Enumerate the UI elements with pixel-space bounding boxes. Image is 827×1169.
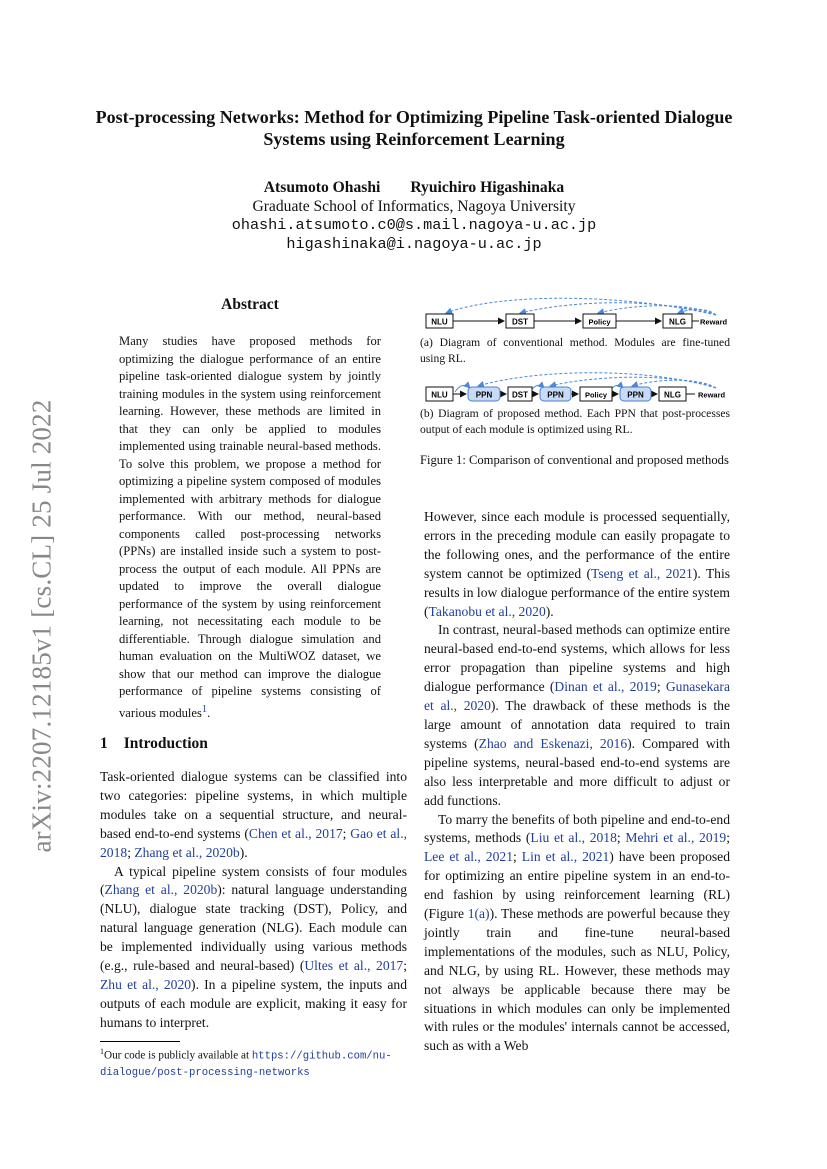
module-label: PPN	[627, 390, 644, 400]
citation-link[interactable]: Tseng et al., 2021	[591, 565, 693, 581]
module-label: DST	[512, 390, 528, 400]
citation-link[interactable]: Gunasekara et al., 2020	[424, 679, 730, 714]
module-label: DST	[512, 317, 528, 327]
module-label: NLU	[431, 317, 448, 327]
paper-title: Post-processing Networks: Method for Optimizing Pipeline Task-oriented Dialogue Systems using Reinforcement Learning	[95, 107, 733, 149]
right-column-body	[424, 508, 730, 1056]
footnote-divider	[100, 1041, 180, 1042]
module-label: NLU	[431, 390, 448, 400]
citation-link[interactable]: Mehri et al., 2019	[625, 830, 727, 846]
figure-caption: Figure 1: Comparison of conventional and proposed methods	[420, 453, 729, 467]
module-label: PPN	[547, 390, 564, 400]
affiliation: Graduate School of Informatics, Nagoya University	[252, 198, 576, 215]
paragraph: To marry the benefits of both pipeline and end-to-end systems, methods (Liu et al., 2018; Mehri et al., 2019; Lee et al., 2021; Lin et al., 2021) have been proposed for optimizing an entire pipeline system in an end-to-end fashion by using reinforcement learning (RL) (Figure 1(a)). These methods are powerful because they jointly train and fine-tune neural-based implementations of the modules, such as NLU, Policy, and NLG, by using RL. However, these methods may not always be applicable because there may be situations in which modules can only be implemented with rules or the modules' internals cannot be accessed, such as with a Web	[424, 811, 730, 1054]
author-name: Ryuichiro Higashinaka	[410, 179, 565, 196]
module-label: Policy	[584, 390, 608, 400]
subcaption-a: (a) Diagram of conventional method. Modules are fine-tuned using RL.	[420, 336, 730, 365]
module-label: NLG	[669, 317, 686, 327]
paragraph: However, since each module is processed sequentially, errors in the preceding module can easily propagate to the following ones, and the performance of the entire system cannot be optimized (Tseng et al., 2021). This results in low dialogue performance of the entire system (Takanobu et al., 2020).	[424, 509, 731, 619]
citation-link[interactable]: Dinan et al., 2019	[554, 679, 657, 695]
citation-link[interactable]: Zhang et al., 2020b	[104, 882, 218, 898]
author-names	[82, 178, 746, 197]
citation-link[interactable]: Lee et al., 2021	[424, 849, 513, 865]
citation-link[interactable]: Lin et al., 2021	[521, 849, 610, 865]
module-label: NLG	[664, 390, 681, 400]
abstract-heading: Abstract	[221, 296, 279, 313]
reward-label: Reward	[700, 317, 728, 327]
arxiv-identifier: arXiv:2207.12185v1 [cs.CL] 25 Jul 2022	[26, 399, 57, 853]
citation-link[interactable]: Zhang et al., 2020b	[134, 844, 240, 860]
citation-link[interactable]: Zhao and Eskenazi, 2016	[478, 735, 628, 751]
module-label: PPN	[475, 390, 493, 400]
diagram-b	[426, 373, 726, 401]
subcaption-b: (b) Diagram of proposed method. Each PPN that post-processes output of each module is optimized using RL.	[420, 407, 730, 436]
left-column-body	[100, 768, 407, 1033]
figure-ref-link[interactable]: 1(a)	[467, 906, 490, 922]
paragraph: A typical pipeline system consists of four modules (Zhang et al., 2020b): natural language understanding (NLU), dialogue state tracking (DST), Policy, and natural language generation (NLG). Each module can be implemented individually using various methods (e.g., rule-based and neural-based) (Ultes et al., 2017; Zhu et al., 2020). In a pipeline system, the inputs and outputs of each module are explicit, making it easy for humans to interpret.	[100, 863, 407, 1030]
module-label: Policy	[588, 317, 611, 327]
citation-link[interactable]: Chen et al., 2017	[248, 825, 343, 841]
author-email: ohashi.atsumoto.c0@s.mail.nagoya-u.ac.jp	[231, 216, 597, 234]
section-heading-introduction: 1 Introduction	[100, 735, 208, 752]
paragraph: Task-oriented dialogue systems can be classified into two categories: pipeline systems, in which multiple modules take on a sequential structure, and neural-based end-to-end systems (Chen et al., 2017; Gao et al., 2018; Zhang et al., 2020b).	[100, 769, 407, 860]
citation-link[interactable]: Zhu et al., 2020	[100, 976, 192, 992]
citation-link[interactable]: Gao et al., 2018	[100, 825, 407, 860]
reward-label: Reward	[698, 390, 726, 400]
author-name: Atsumoto Ohashi	[263, 179, 381, 196]
author-block	[82, 178, 746, 254]
citation-link[interactable]: Liu et al., 2018	[530, 830, 617, 846]
citation-link[interactable]: Ultes et al., 2017	[304, 958, 404, 974]
paragraph: In contrast, neural-based methods can optimize entire neural-based end-to-end systems, which allows for less error propagation than pipeline systems and high dialogue performance (Dinan et al., 2019; Gunasekara et al., 2020). The drawback of these methods is the large amount of annotation data required to train systems (Zhao and Eskenazi, 2016). Compared with pipeline systems, neural-based end-to-end systems are also less interpretable and more difficult to adjust or add functions.	[424, 622, 731, 808]
footnote: $^1$Our code is publicly available at https://github.com/nu-dialogue/post-processing-networks	[100, 1047, 392, 1079]
abstract-text: Many studies have proposed methods for optimizing the dialogue performance of an entire pipeline task-oriented dialogue system by jointly training modules in the system using reinforcement learning. However, these methods are limited in that they can only be applied to modules implemented using trainable neural-based methods. To solve this problem, we propose a method for optimizing a pipeline system composed of modules implemented with arbitrary methods for dialogue performance. With our method, neural-based components called post-processing networks (PPNs) are installed inside such a system to post-process the output of each module. All PPNs are updated to improve the overall dialogue performance of the system by using reinforcement learning, not necessitating each module to be differentiable. Through dialogue simulation and human evaluation on the MultiWOZ dataset, we show that our method can improve the dialogue performance of pipeline systems consisting of various modules$^1$.	[119, 334, 381, 720]
code-url-link[interactable]: https://github.com/nu-dialogue/post-processing-networks	[100, 1050, 392, 1079]
author-email: higashinaka@i.nagoya-u.ac.jp	[286, 235, 542, 253]
footnote-ref[interactable]: 1	[201, 703, 208, 715]
diagram-a	[426, 298, 728, 328]
citation-link[interactable]: Takanobu et al., 2020	[428, 603, 546, 619]
